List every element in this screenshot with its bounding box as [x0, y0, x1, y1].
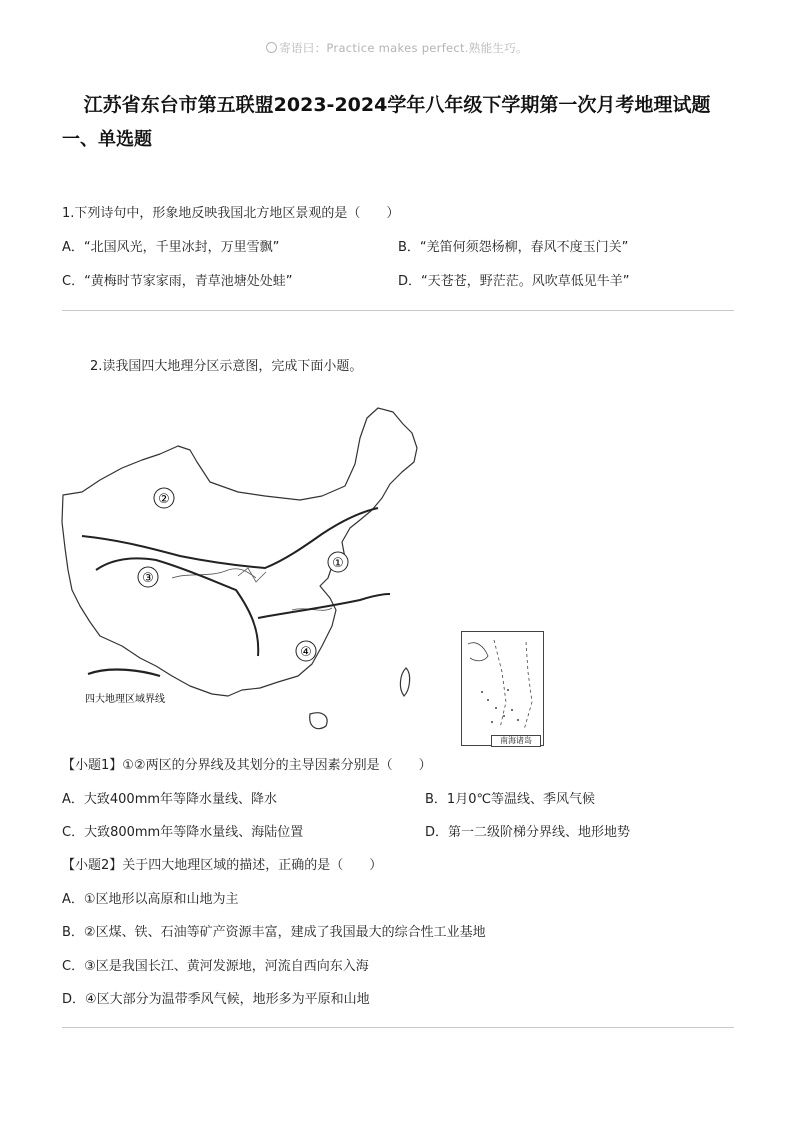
q1-option-b: B．“羌笛何须怨杨柳，春风不度玉门关”	[398, 240, 629, 255]
south-china-sea-inset	[461, 631, 544, 746]
boundary-qinghai-tibet	[96, 558, 258, 656]
q1-option-d: D．“天苍苍，野茫茫。风吹草低见牛羊”	[398, 274, 630, 289]
inset-label: 南海诸岛	[491, 735, 541, 747]
q2-sub2-option-b: B．②区煤、铁、石油等矿产资源丰富，建成了我国最大的综合性工业基地	[62, 925, 486, 940]
legend-label: 四大地理区域界线	[85, 694, 165, 705]
china-outline	[62, 408, 417, 696]
q2-sub2-option-a: A．①区地形以高原和山地为主	[62, 892, 239, 907]
q2-sub1-option-d: D．第一二级阶梯分界线、地形地势	[425, 825, 631, 840]
region-label-4: ④	[300, 645, 312, 660]
q2-sub2-option-d: D．④区大部分为温带季风气候，地形多为平原和山地	[62, 992, 370, 1007]
q1-option-a: A．“北国风光，千里冰封，万里雪飘”	[62, 240, 280, 255]
section-heading: 一、单选题	[62, 129, 152, 150]
q2-sub2-option-c: C．③区是我国长江、黄河发源地，河流自西向东入海	[62, 959, 369, 974]
smile-icon	[266, 42, 277, 53]
boundary-north-south	[258, 594, 390, 618]
q1-option-c: C．“黄梅时节家家雨，青草池塘处处蛙”	[62, 274, 293, 289]
motto-text: 寄语曰：Practice makes perfect.熟能生巧。	[279, 41, 528, 55]
divider	[62, 310, 734, 311]
region-marker-3	[138, 567, 158, 587]
q2-sub1-stem: 【小题1】①②两区的分界线及其划分的主导因素分别是（ ）	[62, 758, 432, 773]
q2-sub1-option-c: C．大致800mm年等降水量线、海陆位置	[62, 825, 304, 840]
page-title: 江苏省东台市第五联盟2023-2024学年八年级下学期第一次月考地理试题	[83, 94, 711, 116]
legend-line	[88, 670, 160, 676]
q1-stem: 1.下列诗句中，形象地反映我国北方地区景观的是（ ）	[62, 206, 400, 221]
region-marker-4	[296, 641, 316, 661]
q2-sub1-option-a: A．大致400mm年等降水量线、降水	[62, 792, 278, 807]
q2-intro: 2.读我国四大地理分区示意图，完成下面小题。	[90, 359, 363, 374]
region-marker-1	[328, 552, 348, 572]
q2-sub2-stem: 【小题2】关于四大地理区域的描述，正确的是（ ）	[62, 858, 383, 873]
china-regions-map	[60, 400, 420, 745]
region-label-2: ②	[158, 492, 170, 507]
region-marker-2	[154, 488, 174, 508]
divider-bottom	[62, 1027, 734, 1028]
q2-sub1-option-b: B．1月0℃等温线、季风气候	[425, 792, 596, 807]
region-label-3: ③	[142, 571, 154, 586]
motto-line	[0, 40, 794, 56]
region-label-1: ①	[332, 556, 344, 571]
